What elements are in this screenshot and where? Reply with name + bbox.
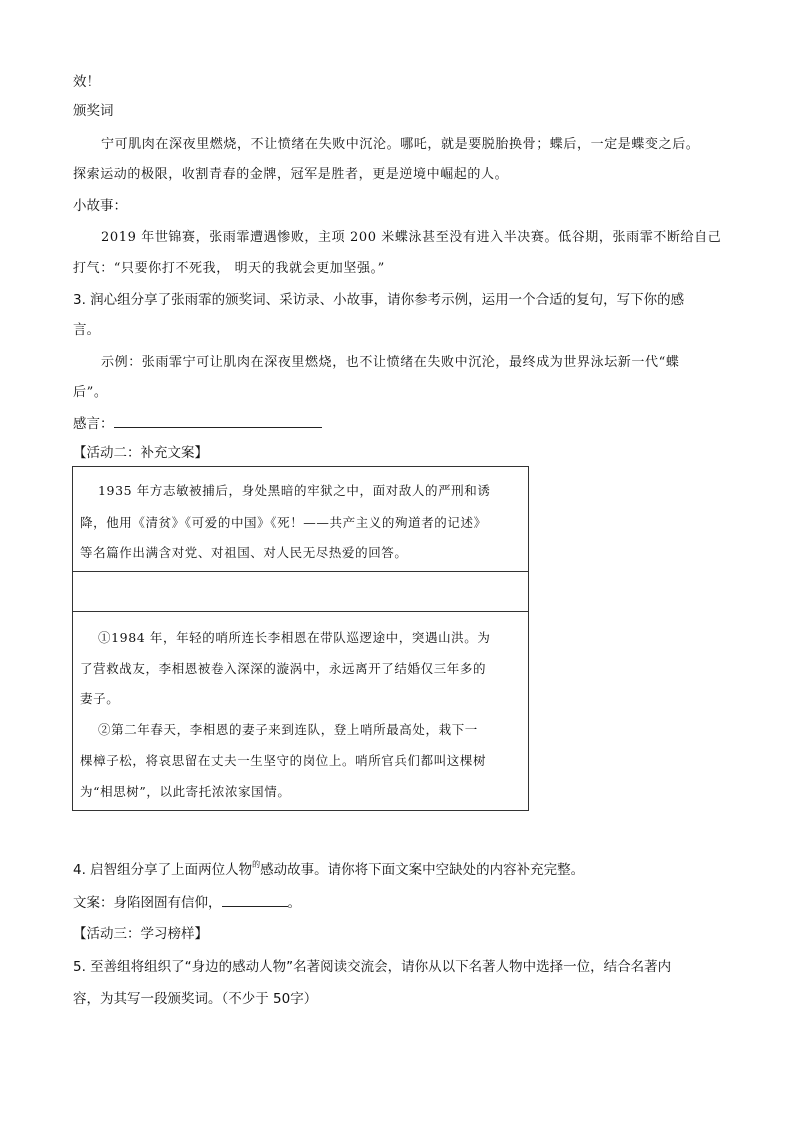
question-3: 3. 润心组分享了张雨霏的颁奖词、采访录、小故事，请你参考示例，运用一个合适的复句，写下你的感 (73, 292, 685, 308)
story-box-fang-zhimin (72, 466, 529, 572)
feeling-row (73, 412, 723, 432)
activity2-heading: 【活动二：补充文案】 (73, 445, 208, 461)
box-line: ①1984 年，年轻的哨所连长李相恩在带队巡逻途中，突遇山洪。为 (98, 630, 491, 645)
question-4 (73, 858, 723, 878)
feeling-label: 感言： (73, 416, 114, 432)
question-5: 5. 至善组将组织了“身边的感动人物”名著阅读交流会，请你从以下名著人物中选择一位，结合名著内 (73, 959, 672, 975)
story-box-li-xiangen (72, 611, 529, 811)
box-line: 降，他用《清贫》《可爱的中国》《死！——共产主义的殉道者的记述》 (80, 515, 487, 530)
question-4-small-char: 的 (252, 860, 261, 869)
story-line: 2019 年世锦赛，张雨霏遭遇惨败，主项 200 米蝶泳甚至没有进入半决赛。低谷期，张雨霏不断给自己 (101, 230, 722, 245)
box-line: 为“相思树”，以此寄托浓浓家国情。 (80, 784, 291, 799)
copy-suffix: 。 (287, 895, 301, 911)
example-line: 示例：张雨霏宁可让肌肉在深夜里燃烧，也不让愤绪在失败中沉沦，最终成为世界泳坛新一代“蝶 (101, 355, 680, 370)
example-line: 后”。 (73, 385, 108, 400)
activity3-heading: 【活动三：学习榜样】 (73, 926, 208, 942)
question-4-suffix: 感动故事。请你将下面文案中空缺处的内容补充完整。 (260, 862, 585, 878)
box-line: 1935 年方志敏被捕后，身处黑暗的牢狱之中，面对敌人的严刑和诱 (98, 483, 491, 498)
question-3-cont: 言。 (73, 322, 100, 338)
box-line: 了营救战友，李相恩被卷入深深的漩涡中，永远离开了结婚仅三年多的 (80, 661, 487, 676)
box-line: 妻子。 (80, 691, 120, 706)
copy-prefix: 文案：身陷囹圄有信仰， (73, 895, 222, 911)
award-line: 探索运动的极限，收割青春的金牌，冠军是胜者，更是逆境中崛起的人。 (73, 167, 509, 182)
story-line: 打气：“只要你打不死我， 明天的我就会更加坚强。” (73, 261, 385, 276)
box-line: ②第二年春天，李相恩的妻子来到连队，登上哨所最高处，栽下一 (98, 722, 478, 737)
copy-row (73, 891, 723, 911)
story-heading: 小故事： (73, 198, 127, 214)
feeling-answer-blank[interactable] (114, 413, 322, 428)
question-5-cont: 容，为其写一段颁奖词。（不少于 50字） (73, 991, 318, 1007)
award-line: 宁可肌肉在深夜里燃烧，不让愤绪在失败中沉沦。哪吒，就是要脱胎换骨；蝶后，一定是蝶变之后。 (101, 137, 700, 152)
top-fragment: 效！ (73, 74, 100, 90)
box-line: 棵樟子松，将哀思留在丈夫一生坚守的岗位上。哨所官兵们都叫这棵树 (80, 753, 487, 768)
question-4-prefix: 4. 启智组分享了上面两位人物 (73, 862, 253, 878)
award-heading: 颁奖词 (73, 103, 114, 119)
blank-copy-box[interactable] (72, 571, 529, 612)
box-line: 等名篇作出满含对党、对祖国、对人民无尽热爱的回答。 (80, 545, 408, 560)
copy-answer-blank[interactable] (222, 892, 288, 907)
